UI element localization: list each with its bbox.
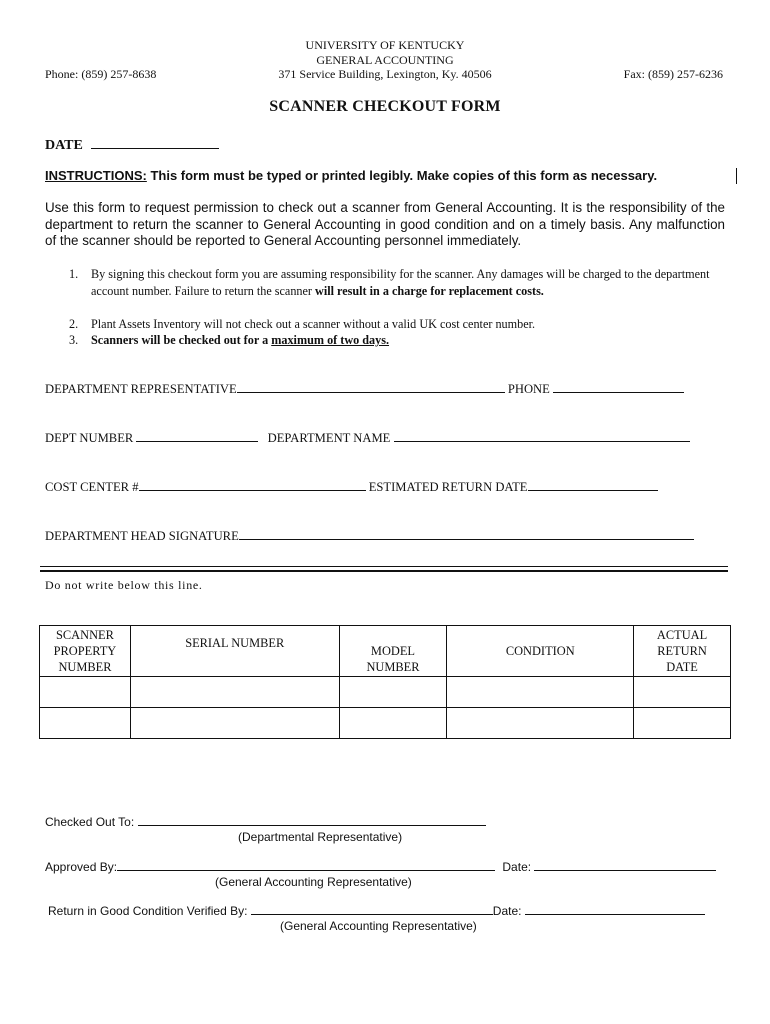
est-return-label: ESTIMATED RETURN DATE <box>368 480 528 494</box>
table-cell[interactable] <box>634 677 731 708</box>
dept-name-line[interactable] <box>394 440 690 442</box>
cost-center-row <box>45 480 658 495</box>
phone-label: PHONE <box>507 382 550 396</box>
intro-paragraph: Use this form to request permission to check out a scanner from General Accounting. It is the responsibility of the department to return the scanner to General Accounting in good condition and on a timely basis. Any malfunction of the scanner should be reported to General Accounting personnel immediately. <box>45 200 725 248</box>
table-cell[interactable] <box>40 708 131 739</box>
header-fax: Fax: (859) 257-6236 <box>623 67 723 81</box>
list-item-2-text: Plant Assets Inventory will not check out a scanner without a valid UK cost center number. <box>91 317 536 331</box>
dept-rep-row <box>45 382 684 397</box>
instructions-text: This form must be typed or printed legibly. Make copies of this form as necessary. <box>146 168 658 183</box>
header-dept-name: GENERAL ACCOUNTING <box>316 53 454 67</box>
dept-number-row <box>45 431 690 446</box>
dept-rep-line[interactable] <box>237 391 505 393</box>
table-row <box>40 677 731 708</box>
page-title: SCANNER CHECKOUT FORM <box>269 98 501 115</box>
date-line <box>91 147 219 149</box>
table-cell[interactable] <box>130 677 339 708</box>
checked-out-label: Checked Out To: <box>45 815 135 829</box>
divider-bottom <box>40 570 728 572</box>
list-item-3-number: 3. <box>69 333 79 347</box>
table-header-row <box>40 626 731 677</box>
cost-center-line[interactable] <box>139 489 366 491</box>
table-cell[interactable] <box>447 677 634 708</box>
approved-caption: (General Accounting Representative) <box>215 875 412 889</box>
returned-row <box>48 904 705 918</box>
checked-out-caption: (Departmental Representative) <box>238 830 403 844</box>
returned-date-line[interactable] <box>525 913 705 915</box>
returned-date-label: Date: <box>492 904 522 918</box>
approved-date-line[interactable] <box>534 869 716 871</box>
header-serial-number: SERIAL NUMBER <box>130 626 339 677</box>
list-item-1 <box>69 266 726 299</box>
approved-line[interactable] <box>117 869 495 871</box>
header-org-name: UNIVERSITY OF KENTUCKY <box>305 38 465 52</box>
list-item-3-bold: Scanners will be checked out for a <box>91 333 272 347</box>
scanner-table <box>39 625 731 739</box>
list-item-3-underline: maximum of two days. <box>271 333 390 347</box>
date-field[interactable] <box>45 136 219 154</box>
returned-caption: (General Accounting Representative) <box>280 919 477 933</box>
est-return-line[interactable] <box>528 489 658 491</box>
divider-top <box>40 566 728 567</box>
date-label: DATE <box>45 138 83 153</box>
header-address: 371 Service Building, Lexington, Ky. 40506 <box>278 67 492 81</box>
returned-line[interactable] <box>251 913 493 915</box>
header-condition: CONDITION <box>447 626 634 677</box>
header-model-number: MODEL NUMBER <box>339 626 447 677</box>
approved-row <box>45 860 716 874</box>
cost-center-label: COST CENTER # <box>45 480 139 494</box>
phone-line[interactable] <box>553 391 684 393</box>
dept-name-label: DEPARTMENT NAME <box>267 431 391 445</box>
approved-date-label: Date: <box>502 860 532 874</box>
checked-out-line[interactable] <box>138 824 486 826</box>
table-row <box>40 708 731 739</box>
returned-label: Return in Good Condition Verified By: <box>48 904 248 918</box>
dept-head-sig-row <box>45 529 694 544</box>
list-item-3 <box>69 332 726 349</box>
dept-rep-label: DEPARTMENT REPRESENTATIVE <box>45 382 237 396</box>
table-cell[interactable] <box>634 708 731 739</box>
dept-number-line[interactable] <box>136 440 258 442</box>
office-use-note: Do not write below this line. <box>45 578 203 592</box>
dept-head-sig-line[interactable] <box>239 538 694 540</box>
header-actual-return-date: ACTUAL RETURN DATE <box>634 626 731 677</box>
list-item-1-number: 1. <box>69 267 79 281</box>
table-cell[interactable] <box>339 708 447 739</box>
header-scanner-property-number: SCANNER PROPERTY NUMBER <box>40 626 131 677</box>
instructions <box>45 168 657 183</box>
table-cell[interactable] <box>130 708 339 739</box>
checked-out-row <box>45 815 486 829</box>
list-item-2-number: 2. <box>69 317 79 331</box>
dept-number-label: DEPT NUMBER <box>45 431 134 445</box>
instructions-label: INSTRUCTIONS: <box>45 168 147 183</box>
header-phone: Phone: (859) 257-8638 <box>45 67 157 81</box>
table-cell[interactable] <box>40 677 131 708</box>
text-cursor <box>736 168 737 184</box>
list-item-1-bold: will result in a charge for replacement costs. <box>315 283 544 298</box>
table-cell[interactable] <box>339 677 447 708</box>
table-cell[interactable] <box>447 708 634 739</box>
list-item-2 <box>69 316 726 333</box>
approved-label: Approved By: <box>45 860 118 874</box>
list-item-1-text: By signing this checkout form you are assuming responsibility for the scanner. Any damages will be charged to the department account number. Failure to return the scanner <box>91 267 710 298</box>
dept-head-sig-label: DEPARTMENT HEAD SIGNATURE <box>45 529 239 543</box>
